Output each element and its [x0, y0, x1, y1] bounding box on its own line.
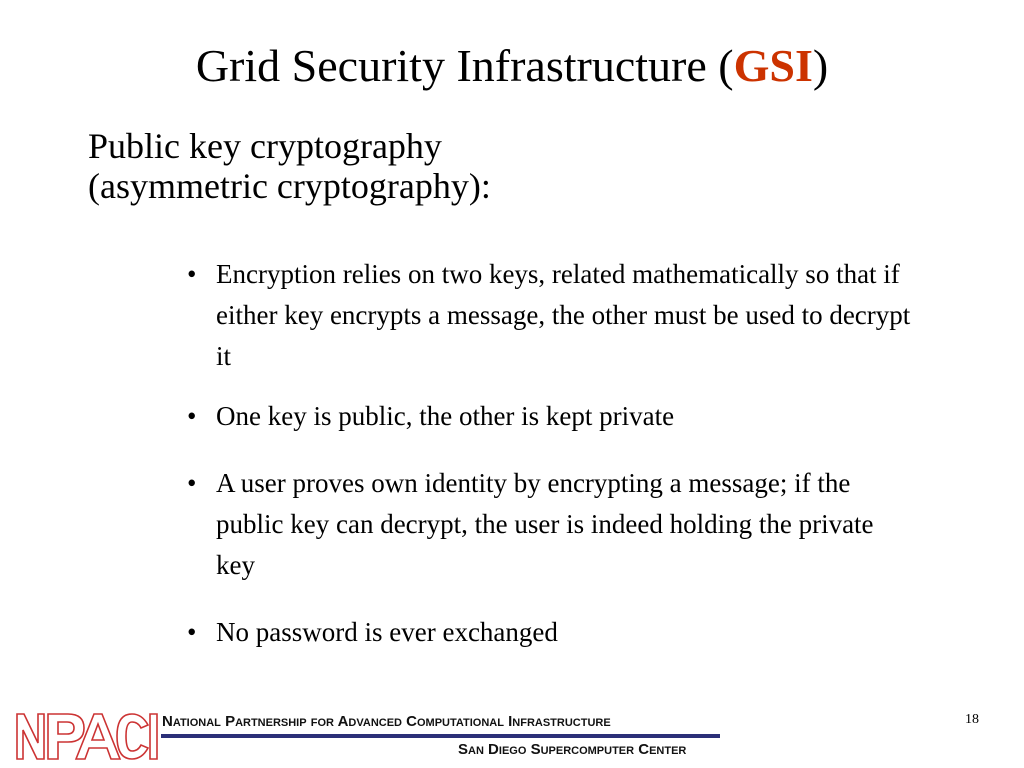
bullet-text: One key is public, the other is kept private	[216, 401, 675, 431]
bullet-item	[187, 463, 917, 586]
section-heading	[88, 126, 491, 206]
bullet-item	[187, 612, 917, 653]
bullet-dot-icon: •	[187, 401, 197, 431]
npaci-logo-icon	[14, 709, 159, 761]
bullet-text: A user proves own identity by encrypting a message; if the public key can decrypt, the user is indeed holding the private key	[216, 468, 874, 580]
heading-line-1: Public key cryptography	[88, 126, 442, 166]
page-number: 18	[965, 712, 979, 727]
bullet-dot-icon: •	[187, 468, 197, 498]
bullet-list	[187, 254, 917, 653]
heading-line-2: (asymmetric cryptography):	[88, 166, 491, 206]
title-prefix: Grid Security Infrastructure (	[195, 40, 734, 91]
bullet-item	[187, 254, 917, 377]
organization-name: National Partnership for Advanced Computational Infrastructure	[162, 713, 611, 730]
bullet-text: Encryption relies on two keys, related mathematically so that if either key encrypts a message, the other must be used to decrypt it	[216, 259, 911, 371]
bullet-dot-icon: •	[187, 259, 197, 289]
title-accent: GSI	[733, 40, 813, 91]
title-suffix: )	[812, 40, 829, 91]
bullet-item	[187, 396, 917, 437]
bullet-dot-icon: •	[187, 617, 197, 647]
bullet-text: No password is ever exchanged	[216, 617, 558, 647]
slide-title	[0, 38, 1024, 94]
center-name: San Diego Supercomputer Center	[458, 741, 687, 758]
footer-divider	[161, 734, 720, 738]
